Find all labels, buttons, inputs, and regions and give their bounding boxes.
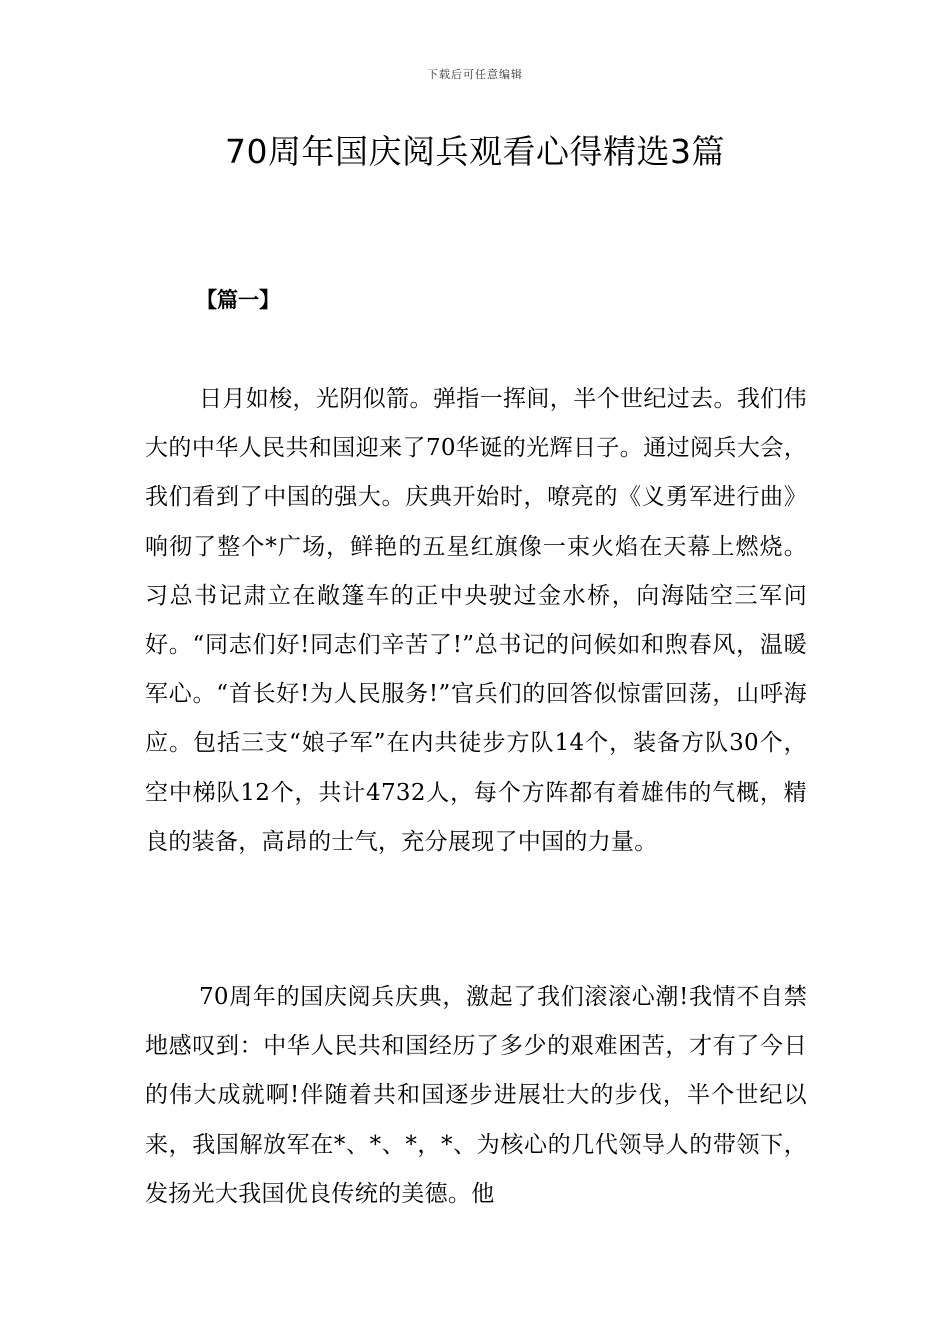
section-label: 【篇一】: [196, 288, 280, 312]
paragraph-2: 70周年的国庆阅兵庆典，激起了我们滚滚心潮!我情不自禁地感叹到：中华人民共和国经历了多少的艰难困苦，才有了今日的伟大成就啊!伴随着共和国逐步进展壮大的步伐，半个世纪以来，我国解放军在*、*、*，*、为核心的几代领导人的带领下，发扬光大我国优良传统的美德。他: [145, 984, 807, 1207]
paragraph-1: 日月如梭，光阴似箭。弹指一挥间，半个世纪过去。我们伟大的中华人民共和国迎来了70华诞的光辉日子。通过阅兵大会，我们看到了中国的强大。庆典开始时，嘹亮的《义勇军进行曲》响彻了整个*广场，鲜艳的五星红旗像一束火焰在天幕上燃烧。习总书记肃立在敞篷车的正中央驶过金水桥，向海陆空三军问好。“同志们好!同志们辛苦了!”总书记的问候如和煦春风，温暖军心。“首长好!为人民服务!”官兵们的回答似惊雷回荡，山呼海应。包括三支“娘子军”在内共徒步方队14个，装备方队30个，空中梯队12个，共计4732人，每个方阵都有着雄伟的气概，精良的装备，高昂的士气，充分展现了中国的力量。: [145, 386, 807, 855]
document-title: 70周年国庆阅兵观看心得精选3篇: [225, 132, 725, 171]
header-note: 下载后可任意编辑: [427, 68, 523, 81]
